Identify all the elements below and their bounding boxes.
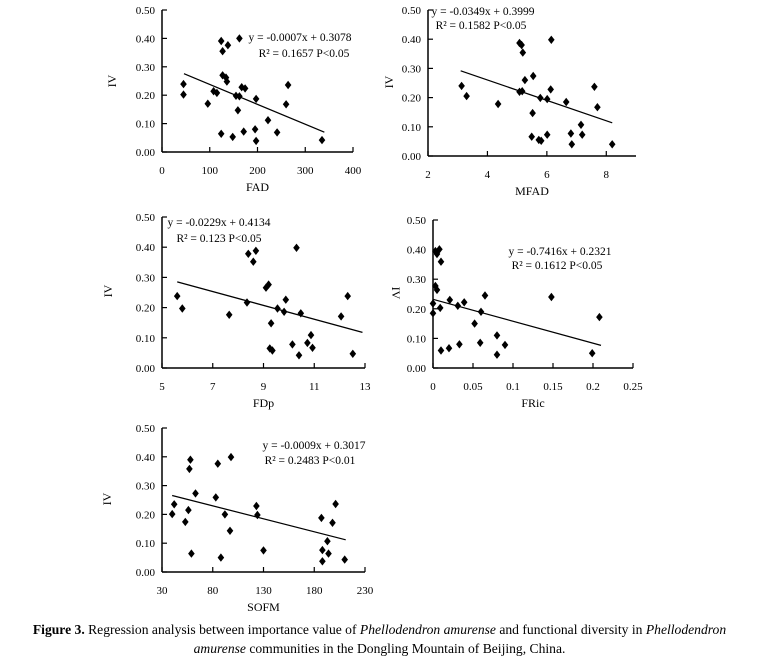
x-tick-label: 4 [484,169,491,181]
y-tick-label: 0.40 [401,34,421,47]
data-point [568,129,575,137]
y-tick-label: 0.10 [406,333,426,346]
x-tick-label: 13 [359,381,371,393]
data-point [227,527,234,535]
data-point [174,292,181,300]
x-tick-label: 2 [425,169,431,181]
data-point [319,136,326,144]
x-tick-label: 180 [306,585,323,597]
y-axis-title: IV [389,286,403,300]
data-point [215,460,222,468]
data-point [226,311,233,319]
r-squared-label: R² = 0.1612 P<0.05 [511,260,603,272]
data-point [522,76,529,84]
caption-segment: Figure 3. [32,622,85,637]
data-point [594,103,601,111]
chart-fdp [101,212,371,410]
caption-segment: and functional diversity in [495,622,646,637]
data-point [463,92,470,100]
x-tick-label: 8 [603,169,610,181]
chart-mfad [382,5,636,198]
data-point [240,127,247,135]
data-point [186,465,193,473]
x-tick-label: 200 [249,165,266,177]
data-point [250,258,257,266]
scatter-points [458,36,615,149]
data-point [218,553,225,561]
y-tick-label: 0.40 [135,451,155,464]
r-squared-label: R² = 0.2483 P<0.01 [264,455,356,467]
y-tick-label: 0.40 [135,242,155,255]
x-tick-label: 80 [207,585,219,597]
data-point [569,140,576,148]
x-tick-label: 0.25 [623,381,643,393]
data-point [530,72,537,80]
data-point [252,125,259,133]
y-tick-label: 0.30 [406,274,426,287]
data-point [169,510,176,518]
data-point [218,130,225,138]
equation-label: y = -0.0009x + 0.3017 [262,440,366,452]
x-tick-label: 300 [297,165,314,177]
scatter-points [169,453,348,566]
data-point [578,121,585,129]
data-point [253,95,260,103]
data-point [180,80,187,88]
data-point [458,82,465,90]
data-point [528,133,535,141]
y-tick-label: 0.20 [406,303,426,316]
r-squared-label: R² = 0.1582 P<0.05 [435,20,527,32]
y-tick-label: 0.00 [401,151,421,163]
data-point [213,493,220,501]
equation-label: y = -0.0349x + 0.3999 [431,6,535,18]
x-tick-label: 11 [308,381,320,393]
y-tick-label: 0.10 [135,118,155,131]
y-tick-label: 0.30 [401,63,421,76]
data-point [245,250,252,258]
data-point [529,109,536,117]
x-tick-label: 230 [356,585,374,597]
data-point [309,344,316,352]
data-point [456,340,463,348]
chart-sofm [100,423,374,614]
data-point [563,98,570,106]
x-tick-label: 0.2 [586,381,600,393]
data-point [244,298,251,306]
y-tick-label: 0.50 [406,215,426,227]
y-tick-label: 0.30 [135,480,155,493]
y-tick-label: 0.00 [135,147,155,159]
y-tick-label: 0.50 [135,423,155,435]
data-point [537,94,544,102]
x-tick-label: 400 [344,165,362,177]
data-point [520,48,527,56]
data-point [253,502,260,510]
data-point [182,518,189,526]
data-point [229,133,236,141]
data-point [430,309,437,317]
data-point [547,85,554,93]
caption-segment: Regression analysis between importance value of [84,622,360,637]
r-squared-label: R² = 0.123 P<0.05 [176,233,262,245]
y-tick-label: 0.20 [401,92,421,105]
y-tick-label: 0.40 [135,33,155,46]
data-point [446,344,453,352]
data-point [219,47,226,55]
y-tick-label: 0.10 [401,121,421,134]
data-point [437,304,444,312]
data-point [329,519,336,527]
data-point [293,244,300,252]
x-tick-label: 0.05 [463,381,483,393]
x-axis-title: FDp [252,396,275,410]
data-point [205,100,212,108]
x-axis-title: MFAD [515,184,549,198]
x-tick-label: 30 [156,585,168,597]
scatter-points [174,244,356,360]
data-point [192,489,199,497]
data-point [325,549,332,557]
data-point [188,549,195,557]
data-point [609,140,616,148]
y-tick-label: 0.30 [135,61,155,74]
x-axis-title: FRic [521,396,545,410]
data-point [579,131,586,139]
data-point [180,90,187,98]
x-tick-label: 0 [430,381,436,393]
data-point [222,510,229,518]
x-tick-label: 9 [260,381,267,393]
data-point [350,350,357,358]
x-tick-label: 0.15 [543,381,563,393]
data-point [281,308,288,316]
y-tick-label: 0.30 [135,272,155,285]
data-point [318,514,325,522]
y-axis-title: IV [101,284,115,298]
data-point [253,137,260,145]
r-squared-label: R² = 0.1657 P<0.05 [258,48,350,60]
y-tick-label: 0.10 [135,538,155,551]
data-point [494,351,501,359]
data-point [544,131,551,139]
data-point [319,546,326,554]
data-point [179,304,186,312]
chart-fad [105,5,362,194]
data-point [253,247,260,255]
equation-label: y = -0.0007x + 0.3078 [248,32,352,44]
data-point [478,308,485,316]
data-point [544,95,551,103]
x-tick-label: 0 [159,165,165,177]
figure-caption [0,620,759,659]
data-point [502,341,509,349]
y-axis-title: IV [105,74,119,88]
x-axis-title: SOFM [247,600,280,614]
data-point [268,319,275,327]
data-point [461,298,468,306]
x-tick-label: 130 [255,585,272,597]
y-axis-title: IV [100,492,114,506]
y-tick-label: 0.40 [406,244,426,257]
data-point [187,456,194,464]
equation-label: y = -0.0229x + 0.4134 [167,217,271,229]
x-tick-label: 7 [210,381,216,393]
y-tick-label: 0.20 [135,90,155,103]
data-point [236,34,243,42]
y-tick-label: 0.50 [135,212,155,224]
data-point [338,312,345,320]
data-point [471,319,478,327]
data-point [494,331,501,339]
data-point [283,100,290,108]
data-point [218,37,225,45]
data-point [185,506,192,514]
y-tick-label: 0.00 [406,363,426,375]
data-point [289,340,296,348]
data-point [319,557,326,565]
data-point [341,555,348,563]
data-point [591,83,598,91]
data-point [171,500,178,508]
data-point [228,453,235,461]
y-tick-label: 0.00 [135,363,155,375]
data-point [274,304,281,312]
equation-label: y = -0.7416x + 0.2321 [508,246,612,258]
trend-line [461,71,613,123]
caption-segment: communities in the Dongling Mountain of Beijing, China. [245,641,566,657]
data-point [308,331,315,339]
trend-line [184,74,324,132]
data-point [548,36,555,44]
data-point [332,500,339,508]
data-point [438,258,445,266]
y-tick-label: 0.10 [135,332,155,345]
data-point [589,349,596,357]
data-point [548,293,555,301]
x-axis-title: FAD [245,180,270,194]
data-point [296,351,303,359]
data-point [477,339,484,347]
y-tick-label: 0.20 [135,302,155,315]
caption-segment: Phellodendron amurense [359,622,496,637]
chart-fric [389,215,643,410]
data-point [283,296,290,304]
data-point [324,537,331,545]
caption-segment: Phellodendron amurense [193,622,727,657]
y-axis-title: IV [382,75,396,89]
data-point [304,339,311,347]
x-tick-label: 100 [201,165,218,177]
data-point [344,292,351,300]
data-point [455,302,462,310]
data-point [274,128,281,136]
data-point [438,346,445,354]
x-tick-label: 5 [159,381,165,393]
data-point [225,41,232,49]
x-tick-label: 0.1 [506,381,520,393]
data-point [260,546,267,554]
data-point [285,81,292,89]
data-point [265,116,272,124]
y-tick-label: 0.50 [135,5,155,17]
data-point [235,106,242,114]
x-tick-label: 6 [544,169,550,181]
y-tick-label: 0.50 [401,5,421,17]
data-point [495,100,502,108]
data-point [596,313,603,321]
y-tick-label: 0.20 [135,509,155,522]
y-tick-label: 0.00 [135,567,155,579]
data-point [482,291,489,299]
